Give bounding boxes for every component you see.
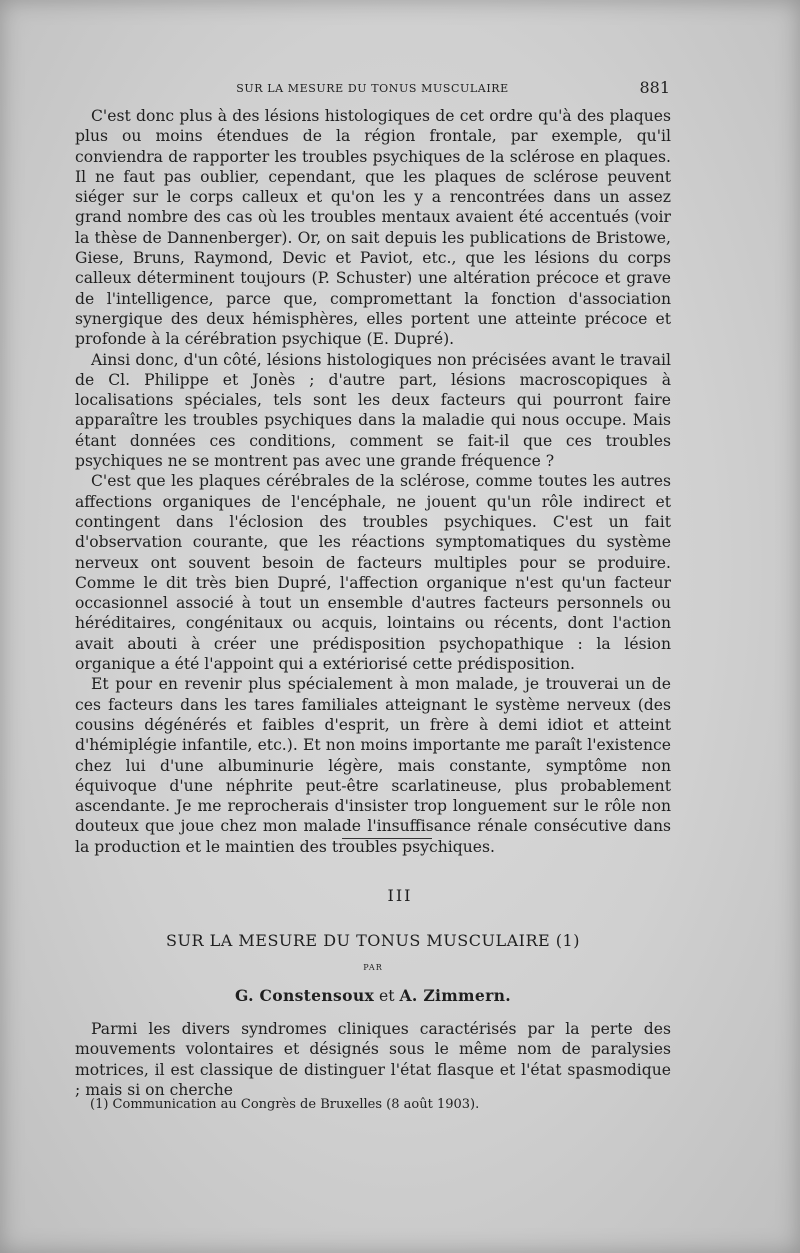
running-header xyxy=(75,78,670,98)
running-title: SUR LA MESURE DU TONUS MUSCULAIRE xyxy=(236,82,509,95)
paragraph: C'est que les plaques cérébrales de la sclérose, comme toutes les autres affections organiques de l'encéphale, ne jouent qu'un rôle indirect et contingent dans l'éclosion des troubles psychiques. C'est un fait d'observation courante, que les réactions symptomatiques du système nerveux ont souvent besoin de facteurs multiples pour se produire. Comme le dit très bien Dupré, l'affection organique n'est qu'un facteur occasionnel associé à tout un ensemble d'autres facteurs personnels ou héréditaires, congénitaux ou acquis, lointains ou récents, dont l'action avait abouti à créer une prédisposition psychopathique : la lésion organique a été l'appoint qui a extériorisé cette prédisposition. xyxy=(75,472,671,674)
author-conjunction: et xyxy=(374,987,400,1005)
section-number: III xyxy=(387,886,413,905)
paragraph: C'est donc plus à des lésions histologiques de cet ordre qu'à des plaques plus ou moins étendues de la région frontale, par exemple, qu'il conviendra de rapporter les troubles psychiques de la sclérose en plaques. Il ne faut pas oublier, cependant, que les plaques de sclérose peuvent siéger sur le corps calleux et qu'on les y a rencontrées dans un assez grand nombre des cas où les troubles mentaux avaient été accentués (voir la thèse de Dannenberger). Or, on sait depuis les publications de Bristowe, Giese, Bruns, Raymond, Devic et Paviot, etc., que les lésions du corps calleux déterminent toujours (P. Schuster) une altération précoce et grave de l'intelligence, parce que, compromettant la fonction d'association synergique des deux hémisphères, elles portent une atteinte précoce et profonde à la cérébration psychique (E. Dupré). xyxy=(75,107,671,349)
body-text xyxy=(75,106,671,857)
article-body xyxy=(75,1019,671,1100)
article-paragraph: Parmi les divers syndromes cliniques caractérisés par la perte des mouvements volontaires et désignés sous le même nom de paralysies motrices, il est classique de distinguer l'état flasque et l'état spasmodique ; mais si on cherche xyxy=(75,1020,671,1099)
by-line: PAR xyxy=(363,963,383,972)
authors-line xyxy=(75,986,671,1005)
footnote: (1) Communication au Congrès de Bruxelles (8 août 1903). xyxy=(90,1097,480,1112)
author-name: A. Zimmern. xyxy=(399,986,511,1005)
paragraph: Et pour en revenir plus spécialement à mon malade, je trouverai un de ces facteurs dans les tares familiales atteignant le système nerveux (des cousins dégénérés et faibles d'esprit, un frère à demi idiot et atteint d'hémiplégie infantile, etc.). Et non moins importante me paraît l'existence chez lui d'une albuminurie légère, mais constante, symptôme non équivoque d'une néphrite peut-être scarlatineuse, plus probablement ascendante. Je me reprocherais d'insister trop longuement sur le rôle non douteux que joue chez mon malade l'insuffisance rénale consécutive dans la production et le maintien des troubles psychiques. xyxy=(75,675,671,856)
author-name: G. Constensoux xyxy=(235,986,375,1005)
paragraph: Ainsi donc, d'un côté, lésions histologiques non précisées avant le travail de Cl. Philippe et Jonès ; d'autre part, lésions macroscopiques à localisations spéciales, tels sont les deux facteurs qui pourront faire apparaître les troubles psychiques dans la maladie qui nous occupe. Mais étant données ces conditions, comment se fait-il que ces troubles psychiques ne se montrent pas avec une grande fréquence ? xyxy=(75,350,671,471)
article-title: SUR LA MESURE DU TONUS MUSCULAIRE (1) xyxy=(166,931,580,950)
page-number: 881 xyxy=(639,78,670,97)
section-divider xyxy=(342,838,432,839)
